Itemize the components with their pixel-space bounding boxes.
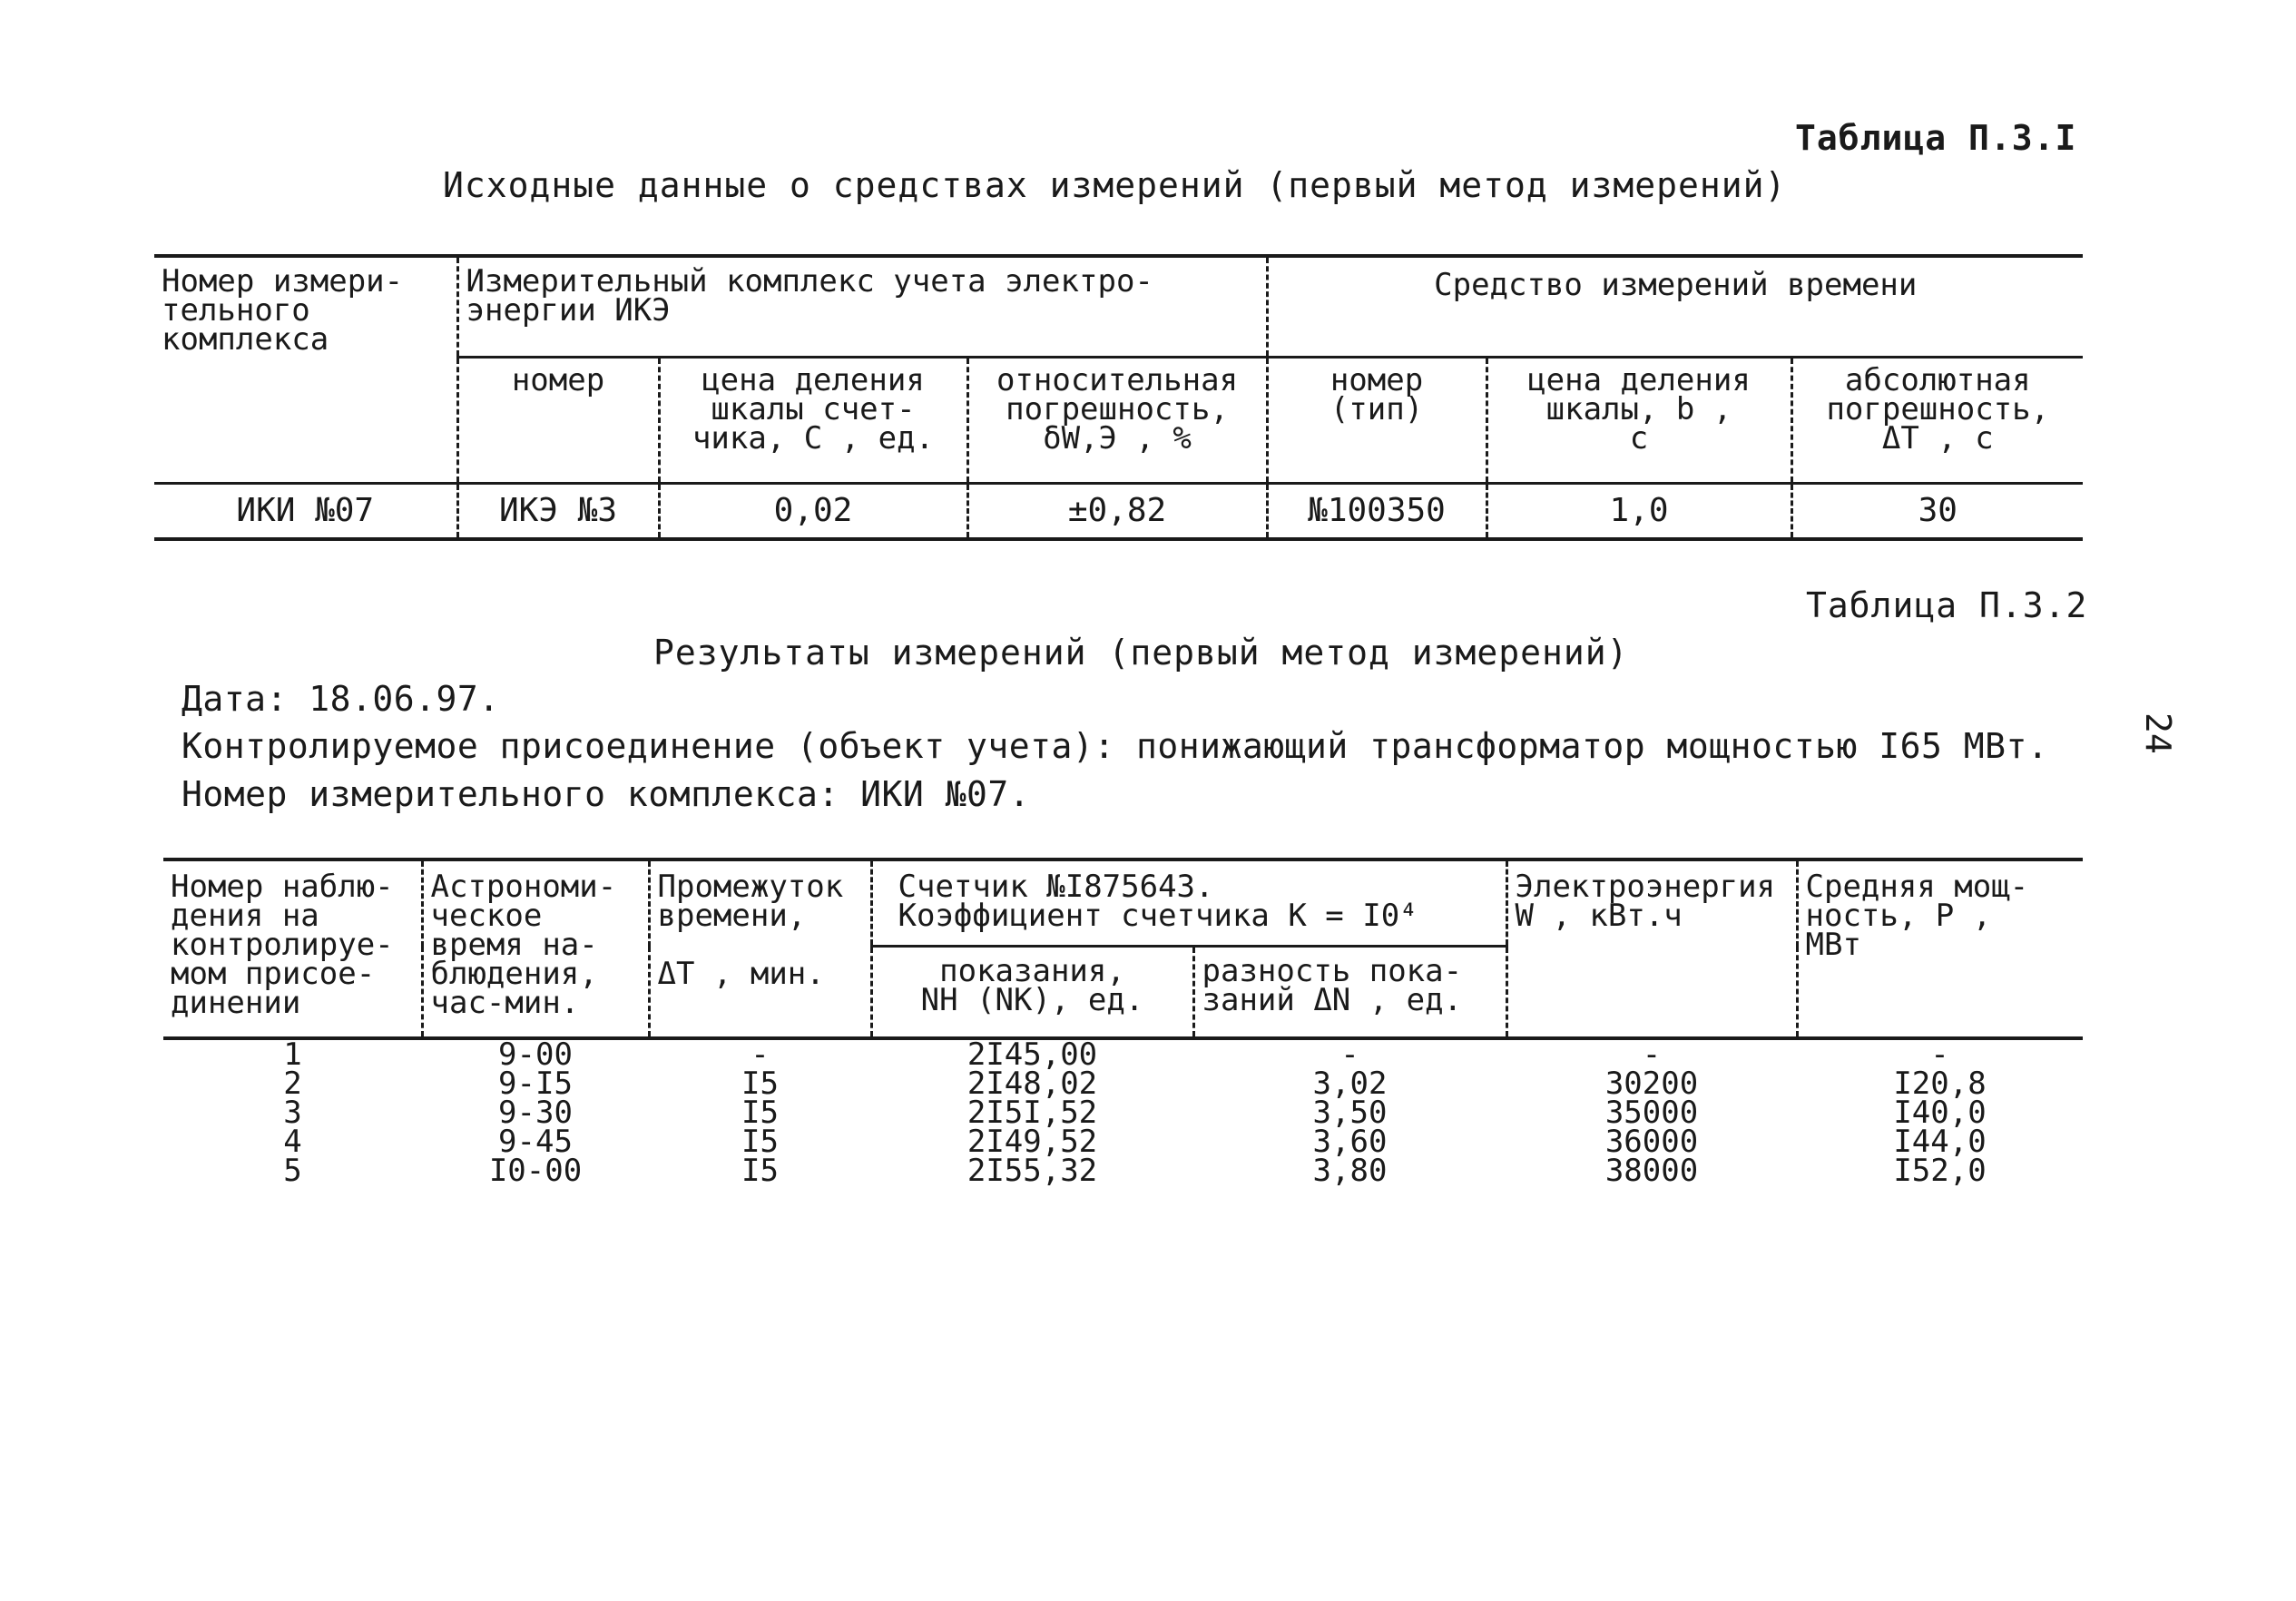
table2-cell: 3 bbox=[283, 1095, 302, 1131]
controlled-connection: Контролируемое присоединение (объект учета): понижающий трансформатор мощностью I65 МВт. bbox=[182, 726, 2049, 766]
table1 bbox=[154, 254, 2083, 541]
table2-cell: I5 bbox=[741, 1153, 779, 1189]
table2-cell: 36000 bbox=[1604, 1124, 1699, 1160]
table2-cell: 3,80 bbox=[1312, 1153, 1388, 1189]
table2-cell: 5 bbox=[283, 1153, 302, 1189]
table2-cell: 2 bbox=[283, 1066, 302, 1102]
table1-label: Таблица П.3.I bbox=[1795, 118, 2077, 158]
table2-cell: 2I55,32 bbox=[966, 1153, 1098, 1189]
table2-cell: 9-30 bbox=[498, 1095, 573, 1131]
table2-sub-readings: показания, NН (NК), ед. bbox=[871, 947, 1193, 1039]
table2-row bbox=[163, 1127, 2083, 1156]
table2-cell: I5 bbox=[741, 1124, 779, 1160]
table2-cell: 9-00 bbox=[498, 1036, 573, 1073]
table2-cell: 1 bbox=[283, 1036, 302, 1073]
table2-cell: 30200 bbox=[1604, 1066, 1699, 1102]
table2-header-power: Средняя мощ- ность, P , МВт bbox=[1797, 859, 2083, 1038]
table1-header-time-device: Средство измерений времени bbox=[1267, 256, 2083, 358]
table2-header-observation: Номер наблю- дения на контролируе- мом присое- динении bbox=[171, 869, 394, 1021]
table2-cell: - bbox=[1340, 1036, 1359, 1073]
table2-cell: - bbox=[1642, 1036, 1662, 1073]
table2-cell: 35000 bbox=[1604, 1095, 1699, 1131]
table2-cell: I52,0 bbox=[1893, 1153, 1987, 1189]
table2-body bbox=[163, 1036, 2083, 1189]
table2-cell: 2I48,02 bbox=[966, 1066, 1098, 1102]
table1-sub-meter-scale: цена деления шкалы счет- чика, С , ед. bbox=[659, 358, 967, 484]
table2-caption: Результаты измерений (первый метод измерений) bbox=[653, 633, 1629, 673]
table1-cell: ±0,82 bbox=[967, 484, 1267, 540]
table2-label: Таблица П.3.2 bbox=[1806, 585, 2088, 625]
table1-caption: Исходные данные о средствах измерений (первый метод измерений) bbox=[443, 165, 1787, 205]
table2-sub-difference: разность пока- заний ΔN , ед. bbox=[1193, 947, 1506, 1039]
table1-cell: ИКИ №07 bbox=[236, 492, 375, 529]
table2-cell: I40,0 bbox=[1893, 1095, 1987, 1131]
table2-cell: 3,60 bbox=[1312, 1124, 1388, 1160]
table2-row bbox=[163, 1098, 2083, 1127]
table2-cell: I44,0 bbox=[1893, 1124, 1987, 1160]
table2-cell: 9-I5 bbox=[498, 1066, 573, 1102]
table1-sub-relative-error: относительная погрешность, δW,Э , % bbox=[967, 358, 1267, 484]
table1-cell: 1,0 bbox=[1487, 484, 1791, 540]
table2-header-interval: Промежуток времени, ΔT , мин. bbox=[649, 859, 871, 1038]
table2-cell: 3,50 bbox=[1312, 1095, 1388, 1131]
table2-header-meter: Счетчик №I875643. Коэффициент счетчика K = I0⁴ bbox=[871, 859, 1506, 947]
table2-cell: I5 bbox=[741, 1095, 779, 1131]
table2-cell: I20,8 bbox=[1893, 1066, 1987, 1102]
table1-sub-type: номер (тип) bbox=[1267, 358, 1487, 484]
table1-cell: 30 bbox=[1791, 484, 2083, 540]
table2-cell: 4 bbox=[283, 1124, 302, 1160]
table1-header-ike: Измерительный комплекс учета электро- энергии ИКЭ bbox=[457, 256, 1267, 358]
table2-cell: 38000 bbox=[1604, 1153, 1699, 1189]
table1-cell: ИКЭ №3 bbox=[457, 484, 659, 540]
table2-cell: - bbox=[751, 1036, 770, 1073]
table2-cell: I5 bbox=[741, 1066, 779, 1102]
table1-sub-absolute-error: абсолютная погрешность, ΔT , с bbox=[1791, 358, 2083, 484]
table2-cell: 9-45 bbox=[498, 1124, 573, 1160]
table2-cell: 2I49,52 bbox=[966, 1124, 1098, 1160]
table2-cell: - bbox=[1930, 1036, 1949, 1073]
table2-row bbox=[163, 1069, 2083, 1098]
table2-cell: I0-00 bbox=[488, 1153, 583, 1189]
table2-cell: 3,02 bbox=[1312, 1066, 1388, 1102]
table1-row bbox=[154, 484, 2083, 540]
measurement-date: Дата: 18.06.97. bbox=[182, 679, 500, 719]
table1-cell: 0,02 bbox=[659, 484, 967, 540]
table2-row bbox=[163, 1156, 2083, 1185]
table1-sub-nomer: номер bbox=[457, 358, 659, 484]
table1-header-complex: Номер измери- тельного комплекса bbox=[162, 263, 404, 358]
complex-number: Номер измерительного комплекса: ИКИ №07. bbox=[182, 774, 1031, 814]
table1-sub-scale: цена деления шкалы, b , с bbox=[1487, 358, 1791, 484]
table2-cell: 2I45,00 bbox=[966, 1036, 1098, 1073]
table2-header-energy: Электроэнергия W , кВт.ч bbox=[1506, 859, 1797, 1038]
table1-cell: №100350 bbox=[1267, 484, 1487, 540]
table2 bbox=[163, 858, 2083, 1189]
table2-cell: 2I5I,52 bbox=[966, 1095, 1098, 1131]
table2-header-astro-time: Астрономи- ческое время на- блюдения, час-мин. bbox=[422, 859, 649, 1038]
page-number: 24 bbox=[2138, 712, 2178, 754]
table2-row bbox=[163, 1038, 2083, 1069]
